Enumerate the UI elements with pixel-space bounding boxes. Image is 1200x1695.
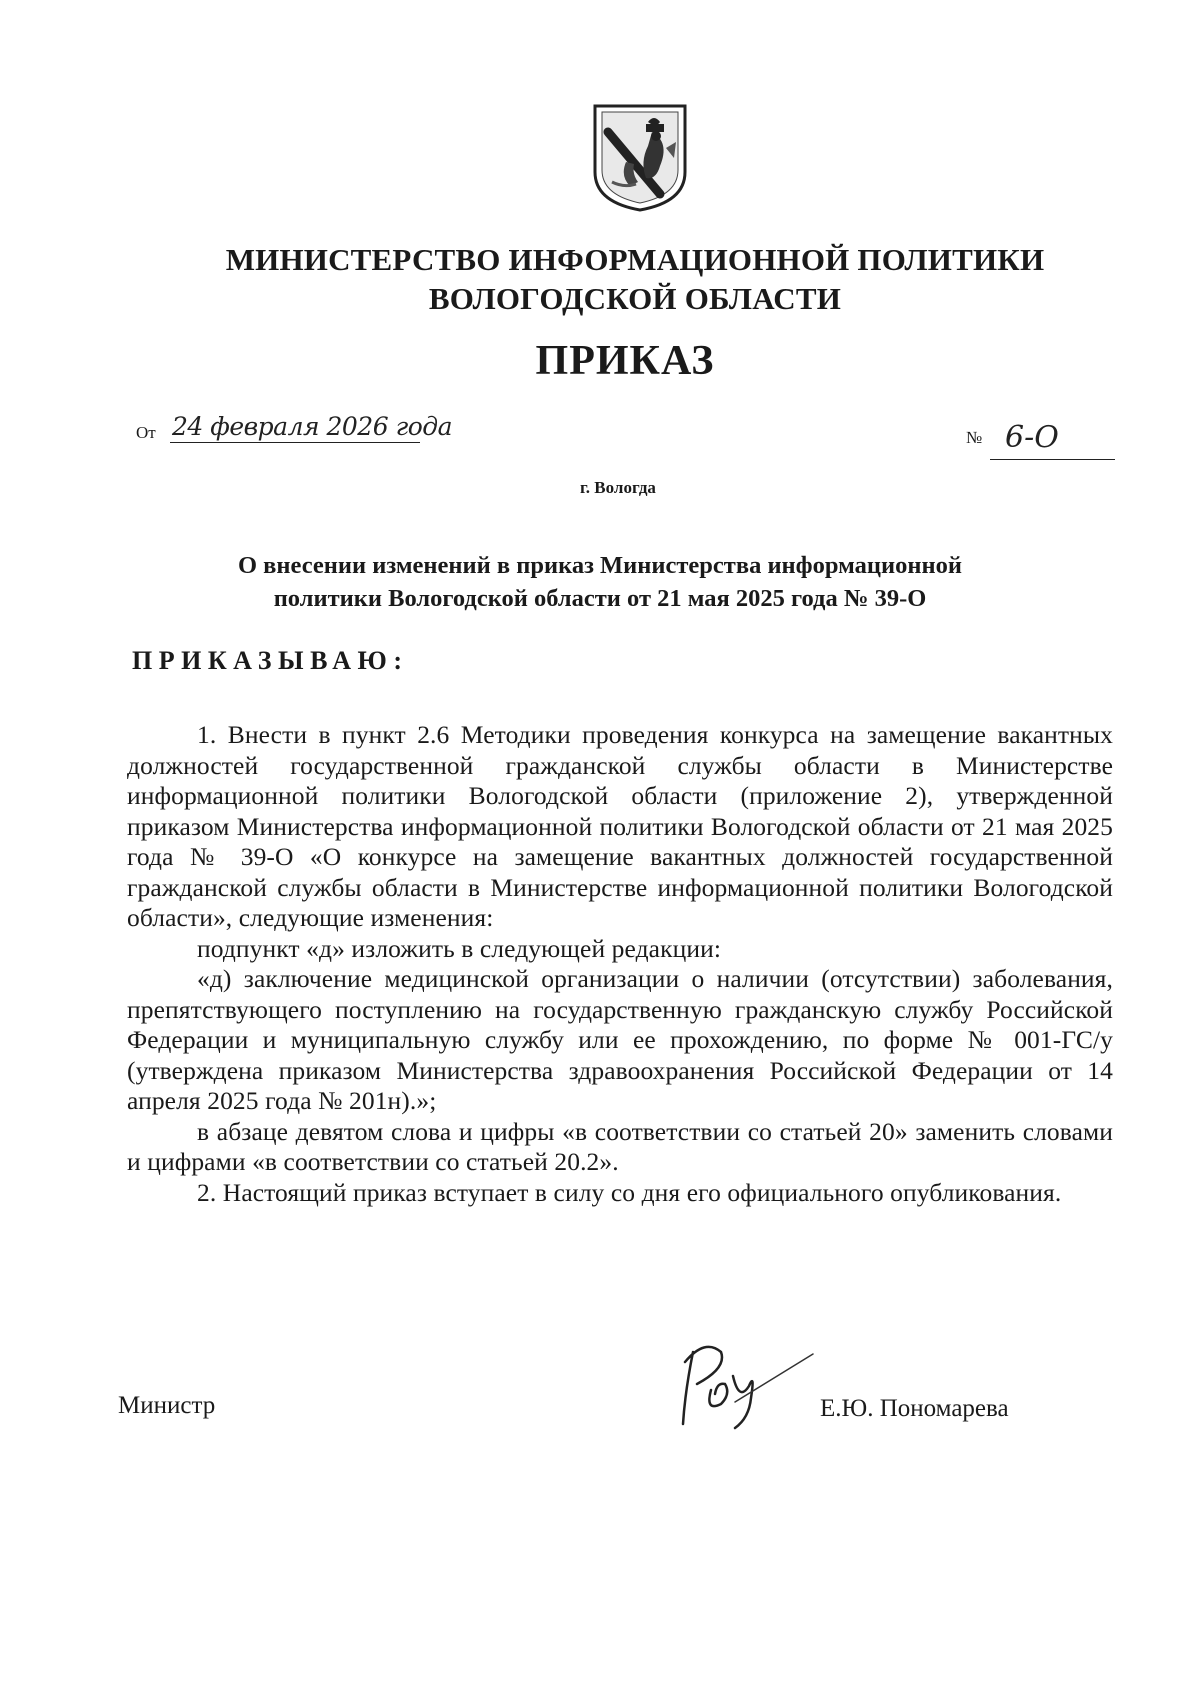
signer-title: Министр bbox=[118, 1392, 216, 1419]
ministry-name bbox=[0, 240, 1200, 318]
order-directive: ПРИКАЗЫВАЮ: bbox=[132, 646, 409, 675]
order-subject bbox=[150, 549, 1050, 615]
paragraph-1: 1. Внести в пункт 2.6 Методики проведения конкурса на замещение вакантных должностей государственной гражданской службы области в Министерстве информационной политики Вологодской области (приложение 2), утвержденной приказом Министерства информационной политики Вологодской области от 21 мая 2025 года № 39-О «О конкурсе на замещение вакантных должностей государственной гражданской службы области в Министерстве информационной политики Вологодской области», следующие изменения: bbox=[127, 720, 1113, 932]
handwritten-date: 24 февраля 2026 года bbox=[172, 412, 453, 441]
vologda-coat-of-arms-icon bbox=[590, 102, 690, 214]
date-label: От bbox=[136, 423, 156, 442]
subject-line-1: О внесении изменений в приказ Министерства информационной bbox=[238, 552, 962, 579]
ministry-name-line-2: ВОЛОГОДСКОЙ ОБЛАСТИ bbox=[428, 281, 842, 316]
document-type-title: ПРИКАЗ bbox=[535, 338, 715, 384]
paragraph-2: подпункт «д» изложить в следующей редакции: bbox=[197, 933, 721, 963]
subject-line-2: политики Вологодской области от 21 мая 2025 года № 39-О bbox=[273, 585, 927, 612]
number-label: № bbox=[966, 428, 983, 447]
number-underline bbox=[990, 459, 1115, 460]
signer-name: Е.Ю. Пономарева bbox=[820, 1395, 1009, 1422]
paragraph-5: 2. Настоящий приказ вступает в силу со дня его официального опубликования. bbox=[197, 1177, 1062, 1207]
ministry-name-line-1: МИНИСТЕРСТВО ИНФОРМАЦИОННОЙ ПОЛИТИКИ bbox=[225, 242, 1045, 277]
handwritten-signature bbox=[665, 1332, 815, 1442]
paragraph-3: «д) заключение медицинской организации о наличии (отсутствии) заболевания, препятствующего поступлению на государственную гражданскую службу Российской Федерации и муниципальную службу или ее прохождению, по форме № 001-ГС/у (утверждена приказом Министерства здравоохранения Российской Федерации от 14 апреля 2025 года № 201н).»; bbox=[127, 964, 1113, 1115]
handwritten-number: 6-О bbox=[1005, 420, 1059, 455]
date-underline bbox=[170, 442, 420, 443]
paragraph-4: в абзаце девятом слова и цифры «в соответствии со статьей 20» заменить словами и цифрами «в соответствии со статьей 20.2». bbox=[127, 1116, 1113, 1176]
city-label: г. Вологда bbox=[580, 478, 656, 497]
order-body bbox=[127, 720, 1113, 1208]
